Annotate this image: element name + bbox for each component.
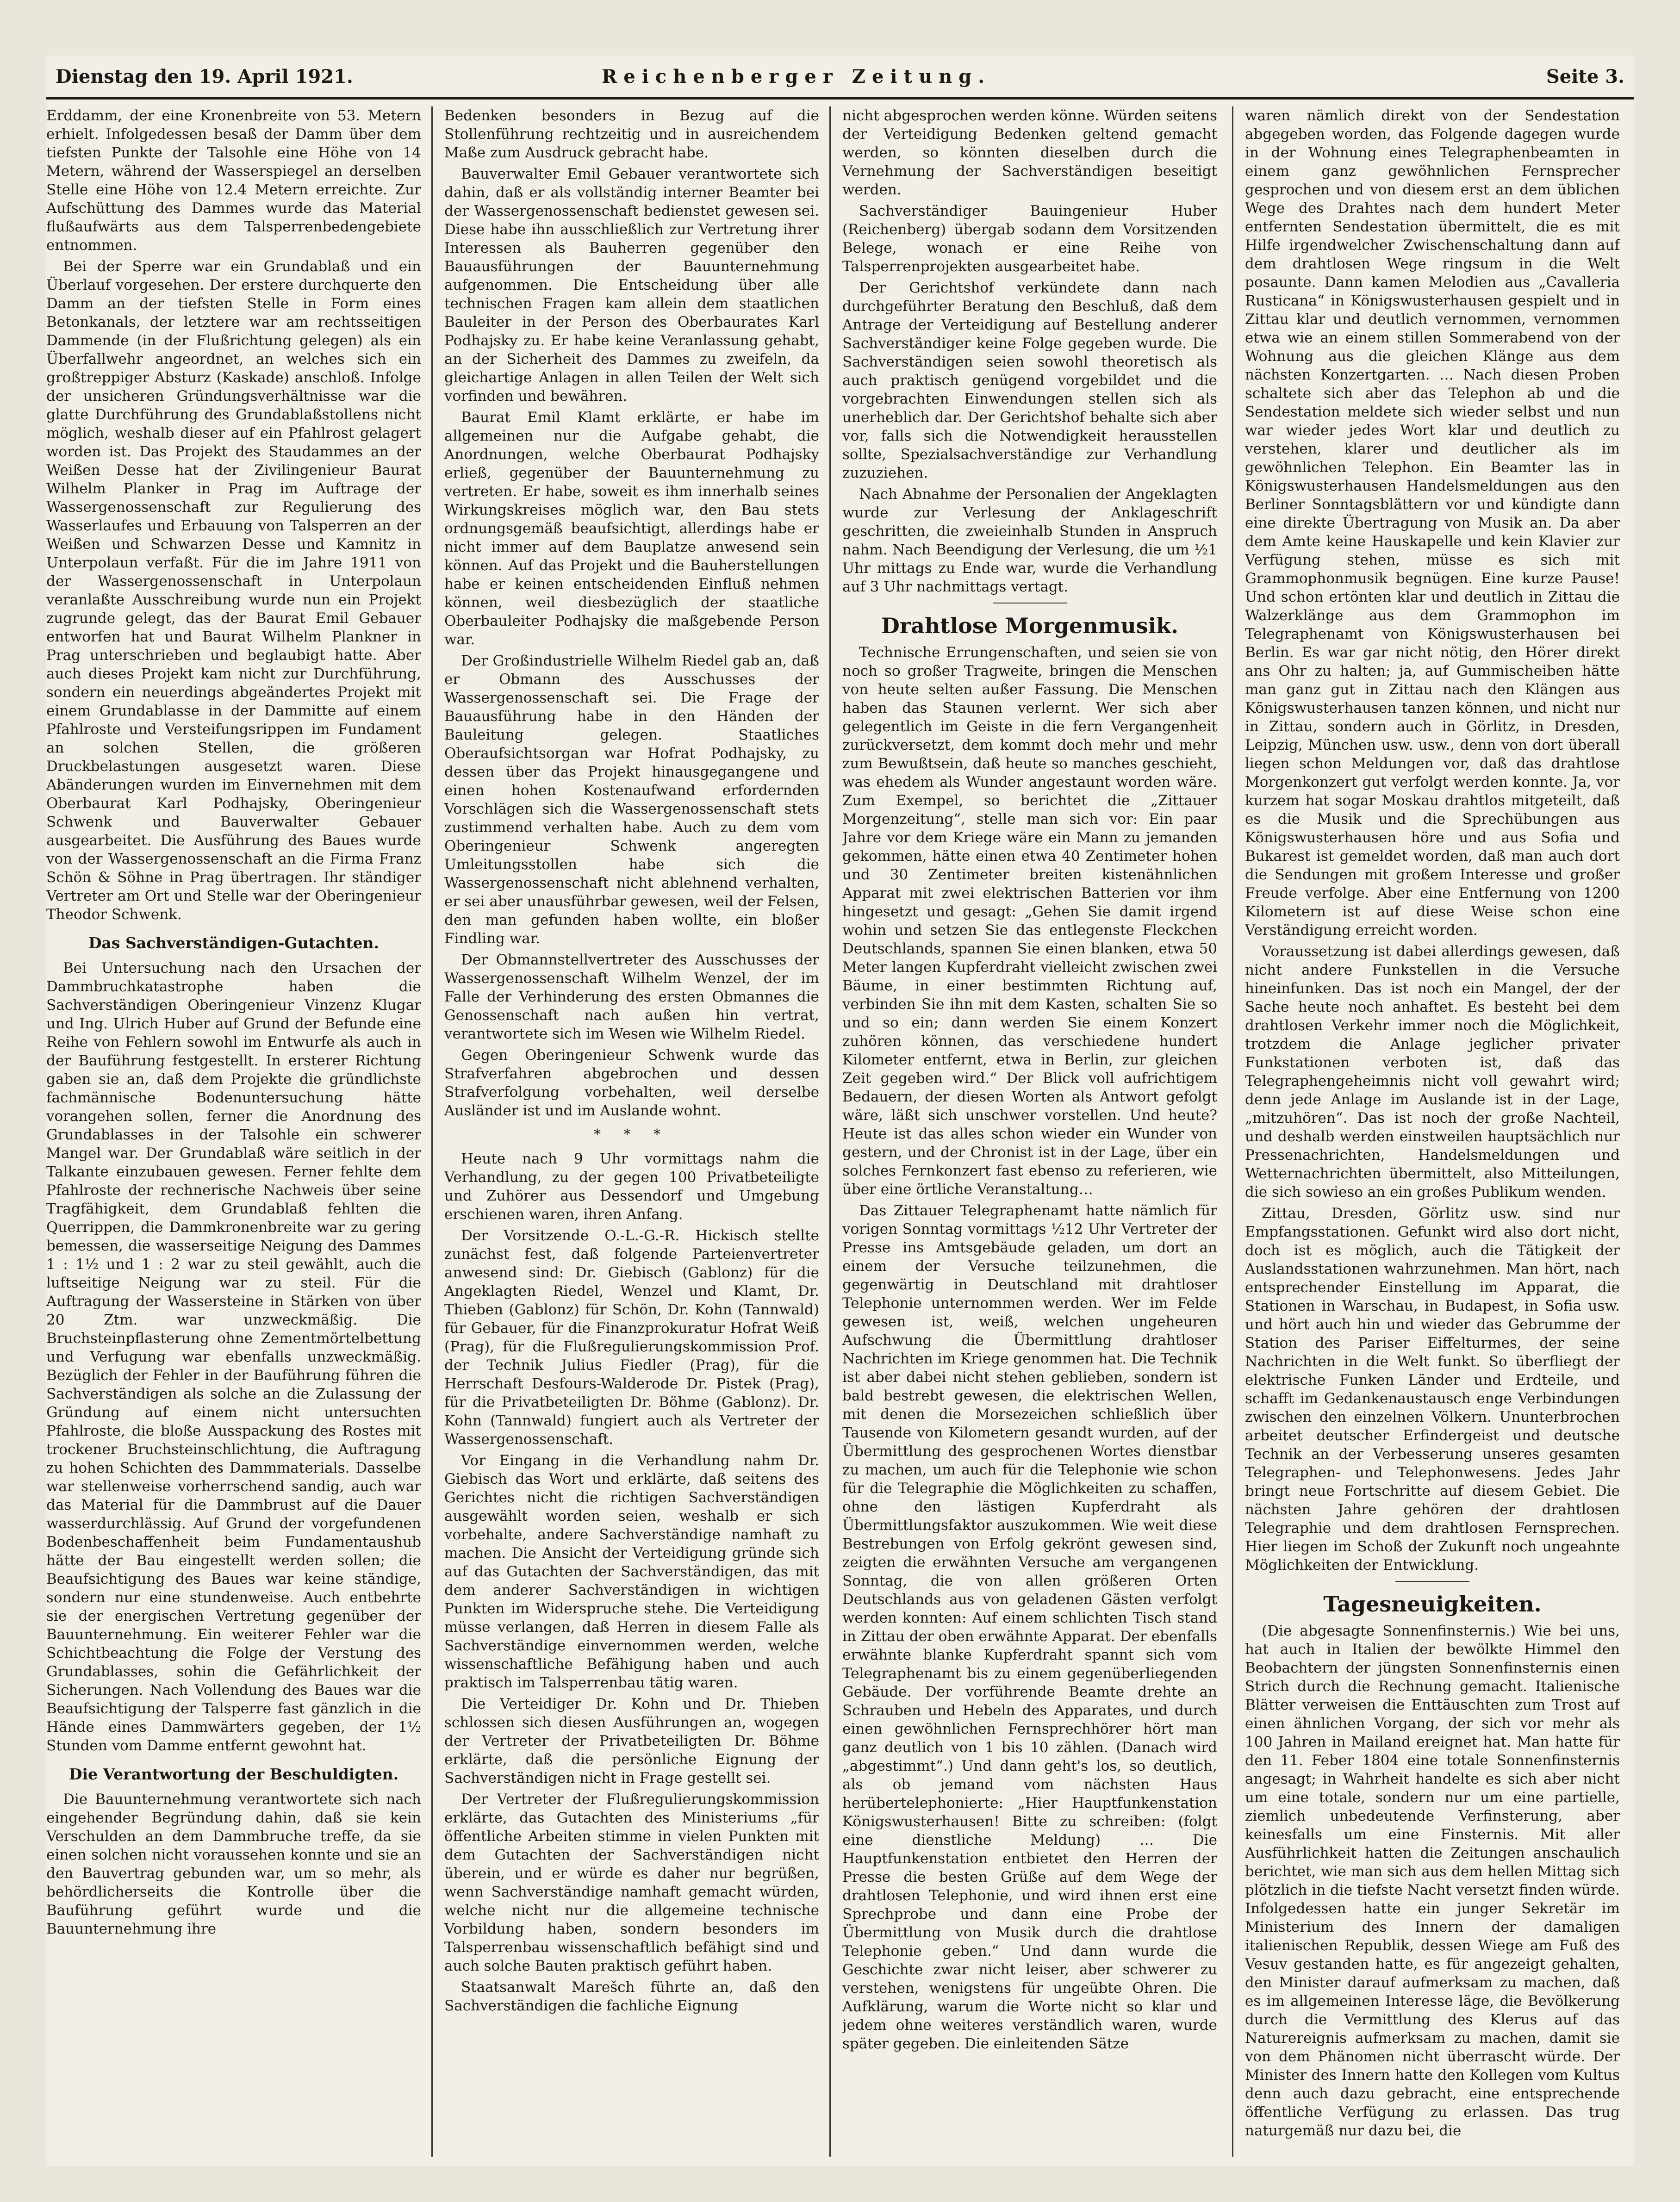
paragraph: Das Zittauer Telegraphenamt hatte nämlich für vorigen Sonntag vormittags ½12 Uhr Vertreter der Presse ins Amtsgebäude geladen, um dort an einem der Versuche teilzunehmen, die gegenwärtig in Deutschland mit drahtloser Telephonie unternommen werden. Wer im Felde gewesen ist, weiß, welchen ungeheuren Aufschwung die Übermittlung drahtloser Nachrichten im Kriege genommen hat. Die Technik ist aber dabei nicht stehen geblieben, sondern ist bald bestrebt gewesen, die elektrischen Wellen, mit denen die Morsezeichen schließlich über Tausende von Kilometern gesandt wurden, auf der Übermittlung des gesprochenen Wortes dienstbar zu machen, um auch für die Telephonie wie schon für die Telegraphie die Möglichkeiten zu schaffen, ohne den lästigen Kupferdraht als Übermittlungsfaktor auszukommen. Wie weit diese Bestrebungen von Erfolg gekrönt gewesen sind, zeigten die erwähnten Versuche am vergangenen Sonntag, die von allen größeren Orten Deutschlands aus von geladenen Gästen verfolgt werden konnten: Auf einem schlichten Tisch stand in Zittau der oben erwähnte Apparat. Der ebenfalls erwähnte blanke Kupferdraht spannt sich vom Telegraphenamt bis zu einem gegenüberliegenden Gebäude. Der vorführende Beamte drehte an Schrauben und Hebeln des Apparates, und durch einen gewöhnlichen Fernsprechhörer hört man ganz deutlich von 1 bis 10 zählen. (Danach wird „abgestimmt“.) Und dann geht's los, so deutlich, als ob jemand vom nächsten Haus herübertelephonierte: „Hier Hauptfunkenstation Königswusterhausen! Bitte zu schreiben: (folgt eine dienstliche Meldung) … Die Hauptfunkenstation entbietet den Herren der Presse die besten Grüße auf dem Wege der drahtlosen Telephonie, und wird ihnen erst eine Sprechprobe und dann eine Probe der Übermittlung von Musik durch die drahtlose Telephonie geben.“ Und dann wurde die Geschichte zwar nicht leiser, aber schwerer zu verstehen, wenigstens für ungeübte Ohren. Die Aufklärung, warum die Worte nicht so klar und jedem ohne weiteres verständlich waren, wurde später gegeben. Die einleitenden Sätze <box>842 1202 1217 2052</box>
paragraph: Der Vorsitzende O.-L.-G.-R. Hickisch stellte zunächst fest, daß folgende Parteienvertreter anwesend sind: Dr. Giebisch (Gablonz) für die Angeklagten Riedel, Wenzel und Klamt, Dr. Thieben (Gablonz) für Schön, Dr. Kohn (Tannwald) für Gebauer, für die Finanzprokuratur Hofrat Weiß (Prag), für die Flußregulierungskommission Prof. der Technik Julius Fiedler (Prag), für die Herrschaft Desfours-Walderode Dr. Pistek (Prag), für die Privatbeteiligten Dr. Böhme (Gablonz). Dr. Kohn (Tannwald) fungiert auch als Vertreter der Wassergenossenschaft. <box>444 1227 819 1448</box>
section-subheading: Die Verantwortung der Beschuldigten. <box>68 1765 399 1783</box>
divider-line <box>1395 1581 1469 1582</box>
paragraph: Nach Abnahme der Personalien der Angeklagten wurde zur Verlesung der Anklageschrift geschritten, die zweieinhalb Stunden in Anspruch nahm. Nach Beendigung der Verlesung, die um ½1 Uhr mittags zu Ende war, wurde die Verhandlung auf 3 Uhr nachmittags vertagt. <box>842 486 1217 595</box>
paragraph: Staatsanwalt Marešch führte an, daß den Sachverständigen die fachliche Eignung <box>444 1979 819 2014</box>
column-1 <box>46 106 421 2157</box>
header-date: Dienstag den 19. April 1921. <box>56 66 353 87</box>
column-divider <box>829 106 831 2157</box>
newspaper-page <box>46 56 1634 2166</box>
column-2 <box>444 106 819 2157</box>
paragraph: nicht abgesprochen werden könne. Würden seitens der Verteidigung Bedenken geltend gemacht werden, so könnten dieselben durch die Vernehmung der Sachverständigen beseitigt werden. <box>842 107 1217 198</box>
paragraph: Der Vertreter der Flußregulierungskommission erklärte, das Gutachten des Ministeriums „für öffentliche Arbeiten stimme in vielen Punkten mit dem Gutachten der Sachverständigen nicht überein, und er würde es daher nur begrüßen, wenn Sachverständige namhaft gemacht würden, welche nicht nur die allgemeine technische Vorbildung haben, sondern besonders im Talsperrenbau wissenschaftlich befähigt sind und auch solche Bauten praktisch geführt haben. <box>444 1791 819 1974</box>
paragraph: Heute nach 9 Uhr vormittags nahm die Verhandlung, zu der gegen 100 Privatbeteiligte und Zuhörer aus Dessendorf und Umgebung erschienen waren, ihren Anfang. <box>444 1151 819 1223</box>
page-header <box>46 56 1634 100</box>
paragraph: Technische Errungenschaften, und seien sie von noch so großer Tragweite, bringen die Menschen von heute selten außer Fassung. Die Menschen haben das Staunen verlernt. Wer sich aber gelegentlich im Geiste in die fern Vergangenheit zurückversetzt, dem kommt doch mehr und mehr zum Bewußtsein, daß heute so manches geschieht, was ehedem als Wunder angestaunt worden wäre. Zum Exempel, so berichtet die „Zittauer Morgenzeitung“, stelle man sich vor: Ein paar Jahre vor dem Kriege wäre ein Mann zu jemanden gekommen, hätte einen etwa 40 Zentimeter hohen und 30 Zentimeter breiten kistenähnlichen Apparat mit zwei elektrischen Batterien vor ihm hingesetzt und gesagt: „Gehen Sie damit irgend wohin und setzen Sie das entlegenste Fleckchen Deutschlands, spannen Sie einen blanken, etwa 50 Meter langen Kupferdraht vielleicht zwischen zwei Bäume, in einer bestimmten Richtung auf, verbinden Sie ihn mit dem Kasten, schalten Sie so und so ein; dann werden Sie einem Konzert zuhören können, das verschiedene hundert Kilometer entfernt, etwa in Berlin, zur gleichen Zeit gegeben wird.“ Der Blick voll aufrichtigem Bedauern, der diesen Worten als Antwort gefolgt wäre, läßt sich unschwer vorstellen. Und heute? Heute ist das alles schon wieder ein Wunder von gestern, und der Chronist ist in der Lage, über ein solches Fernkonzert fast ebenso zu referieren, wie über eine örtliche Veranstaltung… <box>842 644 1217 1198</box>
paragraph: Gegen Oberingenieur Schwenk wurde das Strafverfahren abgebrochen und dessen Strafverfolgung vorbehalten, weil derselbe Ausländer ist und im Auslande wohnt. <box>444 1047 819 1119</box>
paragraph: (Die abgesagte Sonnenfinsternis.) Wie bei uns, hat auch in Italien der bewölkte Himmel den Beobachtern der jüngsten Sonnenfinsternis einen Strich durch die Rechnung gemacht. Italienische Blätter verweisen die Enttäuschten zum Trost auf einen ähnlichen Vorgang, der sich vor mehr als 100 Jahren in Mailand ereignet hat. Man hatte für den 11. Feber 1804 eine totale Sonnenfinsternis angesagt; in Wahrheit handelte es sich aber nicht um eine totale, sondern nur um eine partielle, ziemlich unbedeutende Verfinsterung, aber keinesfalls um eine Finsternis. Mit aller Ausführlichkeit hatten die Zeitungen anschaulich berichtet, wie man sich aus dem hellen Mittag sich plötzlich in die tiefste Nacht versetzt finden würde. Infolgedessen hatte ein junger Sekretär im Ministerium des Innern der damaligen italienischen Republik, dessen Wiege am Fuß des Vesuv gestanden hatte, es für angezeigt gehalten, den Minister darauf aufmerksam zu machen, daß es im allgemeinen Interesse läge, die Bevölkerung durch die Vermittlung des Klerus auf das Naturereignis aufmerksam zu machen, damit sie von dem Phänomen nicht überrascht würde. Der Minister des Innern hatte den Kollegen vom Kultus denn auch dazu gebracht, eine entsprechende öffentliche Verfügung zu erlassen. Das trug naturgemäß nur dazu bei, die <box>1245 1623 1620 2139</box>
column-3 <box>842 106 1217 2157</box>
section-headline: Tagesneuigkeiten. <box>1323 1592 1542 1617</box>
paragraph: Baurat Emil Klamt erklärte, er habe im allgemeinen nur die Aufgabe gehabt, die Anordnungen, welche Oberbaurat Podhajsky erließ, gegenüber der Bauunternehmung zu vertreten. Er habe, soweit es ihm innerhalb seines Wirkungskreises möglich war, den Bau stets ordnungsgemäß beaufsichtigt, allerdings habe er nicht immer auf dem Bauplatze anwesend sein können. Auf das Projekt und die Bauherstellungen habe er keinen entscheidenden Einfluß nehmen können, weil diesbezüglich der staatliche Oberbauleiter Podhajsky die maßgebende Person war. <box>444 409 819 648</box>
paragraph: Der Obmannstellvertreter des Ausschusses der Wassergenossenschaft Wilhelm Wenzel, der im Falle der Verhinderung des ersten Obmannes die Genossenschaft nach außen hin vertrat, verantwortete sich im Wesen wie Wilhelm Riedel. <box>444 952 819 1042</box>
paragraph: Bedenken besonders in Bezug auf die Stollenführung rechtzeitig und in ausreichendem Maße zum Ausdruck gebracht habe. <box>444 107 819 161</box>
paragraph: Sachverständiger Bauingenieur Huber (Reichenberg) übergab sodann dem Vorsitzenden Belege, wonach er eine Reihe von Talsperrenprojekten ausgearbeitet habe. <box>842 203 1217 275</box>
paragraph: Bei Untersuchung nach den Ursachen der Dammbruchkatastrophe haben die Sachverständigen Oberingenieur Vinzenz Klugar und Ing. Ulrich Huber auf Grund der Befunde eine Reihe von Fehlern sowohl im Entwurfe als auch in der Bauführung festgestellt. In ersterer Richtung gaben sie an, daß dem Projekte die gründlichste fachmännische Bodenuntersuchung hätte vorangehen sollen, ferner die Anordnung des Grundablasses in der Talsohle ein schwerer Mangel war. Der Grundablaß wäre seitlich in der Talkante einzubauen gewesen. Ferner fehlte dem Pfahlroste der rechnerische Nachweis über seine Tragfähigkeit, dem Grundablaß fehlten die Querrippen, die Dammkronenbreite war zu gering bemessen, die wasserseitige Neigung des Dammes 1 : 1½ und 1 : 2 war zu steil gewählt, auch die luftseitige Neigung war zu steil. Für die Auftragung der Wassersteine in Stärken von über 20 Ztm. war unzweckmäßig. Die Bruchsteinpflasterung ohne Zementmörtelbettung und Verfugung war ebenfalls unzweckmäßig. Bezüglich der Fehler in der Bauführung führen die Sachverständigen als solche an die Zulassung der Gründung auf einem nicht untersuchten Pfahlroste, die bloße Ausspackung des Rostes mit trockener Bruchsteinschlichtung, die Auftragung zu hohen Schichten des Dammmaterials. Dasselbe war stellenweise vorherrschend sandig, auch war das Material für die Dammbrust auf die Dauer wasserdurchlässig. Auf Grund der vorgefundenen Bodenbeschaffenheit beim Fundamentaushub hätte der Bau eingestellt werden sollen; die Beaufsichtigung des Baues war keine ständige, sondern nur eine stundenweise. Auch entbehrte sie der energischen Vertretung gegenüber der Bauunternehmung. Ein weiterer Fehler war die Schichtbeachtung die Folge der Verstung des Grundablasses, sohin die Gefährlichkeit der Sicherungen. Nach Vollendung des Baues war die Beaufsichtigung der Talsperre fast gänzlich in die Hände eines Dammwärters gegeben, der 1½ Stunden vom Damme entfernt gewohnt hat. <box>46 960 421 1754</box>
paragraph: Die Bauunternehmung verantwortete sich nach eingehender Begründung dahin, daß sie kein Verschulden an dem Dammbruche treffe, da sie einen solchen nicht voraussehen konnte und sie an den Bauvertrag gebunden war, um so mehr, als behördlicherseits die Kontrolle über die Bauführung geführt wurde und die Bauunternehmung ihre <box>46 1791 421 1937</box>
paragraph: Voraussetzung ist dabei allerdings gewesen, daß nicht andere Funkstellen in die Versuche hineinfunken. Das ist noch ein Mangel, der der Sache heute noch anhaftet. Es besteht bei dem drahtlosen Verkehr immer noch die Möglichkeit, trotzdem die Anlage jeglicher privater Funkstationen verboten ist, daß das Telegraphengeheimnis nicht voll gewahrt wird; denn jede Anlage im Auslande ist in der Lage, „mitzuhören“. Das ist noch der große Nachteil, und deshalb werden einstweilen hauptsächlich nur Pressenachrichten, Handelsmeldungen und Wetternachrichten übermittelt, also Mitteilungen, die sich sowieso an ein großes Publikum wenden. <box>1245 943 1620 1201</box>
paragraph: Der Gerichtshof verkündete dann nach durchgeführter Beratung den Beschluß, daß dem Antrage der Verteidigung auf Bestellung anderer Sachverständiger keine Folge gegeben wurde. Die Sachverständigen seien sowohl theoretisch als auch praktisch genügend vorgebildet und die vorgebrachten Einwendungen stellen sich als unerheblich dar. Der Gerichtshof behalte sich aber vor, falls sich die Notwendigkeit herausstellen sollte, Spezialsachverständige zur Verhandlung zuzuziehen. <box>842 280 1217 481</box>
paragraph: Die Verteidiger Dr. Kohn und Dr. Thieben schlossen sich diesen Ausführungen an, wogegen der Vertreter der Privatbeteiligten Dr. Böhme erklärte, daß die persönliche Eignung der Sachverständigen nicht in Frage gestellt sei. <box>444 1696 819 1786</box>
column-4 <box>1245 106 1620 2157</box>
paragraph: Der Großindustrielle Wilhelm Riedel gab an, daß er Obmann des Ausschusses der Wassergenossenschaft sei. Die Frage der Bauausführung habe in den Händen der Bauleitung gelegen. Staatliches Oberaufsichtsorgan war Hofrat Podhajsky, zu dessen über das Projekt hinausgegangene und einen hohen Kostenaufwand erfordernden Vorschlägen sich die Wassergenossenschaft stets zustimmend verhalten habe. Auch zu dem vom Oberingenieur Schwenk angeregten Umleitungsstollen habe sich die Wassergenossenschaft nicht ablehnend verhalten, er sei aber unausführbar gewesen, weil der Felsen, den man gefunden haben wollte, ein bloßer Findling war. <box>444 653 819 947</box>
section-separator-stars: * * * <box>593 1126 670 1143</box>
column-divider <box>431 106 433 2157</box>
paragraph: Bei der Sperre war ein Grundablaß und ein Überlauf vorgesehen. Der erstere durchquerte den Damm an der tiefsten Stelle in Form eines Betonkanals, der letztere war am rechtsseitigen Dammende (in der Flußrichtung gelegen) als ein Überfallwehr angeordnet, an welches sich ein großtreppiger Absturz (Kaskade) anschloß. Infolge der unsicheren Gründungsverhältnisse war die glatte Durchführung des Grundablaßstollens nicht möglich, weshalb dieser auf ein Pfahlrost gelagert worden ist. Das Projekt des Staudammes an der Weißen Desse hat der Zivilingenieur Baurat Wilhelm Planker in Prag im Auftrage der Wassergenossenschaft zur Regulierung des Wasserlaufes und Erbauung von Talsperren an der Weißen und Schwarzen Desse und Kamnitz in Unterpolaun verfaßt. Für die im Jahre 1911 von der Wassergenossenschaft in Unterpolaun veranlaßte Ausschreibung wurde nun ein Projekt zugrunde gelegt, das der Baurat Emil Gebauer entworfen hat und Baurat Wilhelm Plankner in Prag unterschrieben und beglaubigt hatte. Aber auch dieses Projekt kam nicht zur Durchführung, sondern ein neuerdings abgeändertes Projekt mit einem Grundablasse in der Dammitte auf einem Pfahlroste und Versteifungsrippen im Fundament an solchen Stellen, die größeren Druckbelastungen ausgesetzt waren. Diese Abänderungen wurden im Einvernehmen mit dem Oberbaurat Karl Podhajsky, Oberingenieur Schwenk und Bauverwalter Gebauer ausgearbeitet. Die Ausführung des Baues wurde von der Wassergenossenschaft an die Firma Franz Schön & Söhne in Prag übertragen. Ihr ständiger Vertreter am Ort und Stelle war der Oberingenieur Theodor Schwenk. <box>46 258 421 923</box>
column-divider <box>1232 106 1233 2157</box>
paragraph: Bauverwalter Emil Gebauer verantwortete sich dahin, daß er als vollständig interner Beamter bei der Wassergenossenschaft bedienstet gewesen sei. Diese habe ihn ausschließlich zur Vertretung ihrer Interessen als Bauherren gegenüber den Bauausführungen der Bauunternehmung aufgenommen. Die Entscheidung über alle technischen Fragen kam allein dem staatlichen Bauleiter in der Person des Oberbaurates Karl Podhajsky zu. Er habe keine Veranlassung gehabt, an der Sicherheit des Dammes zu zweifeln, da gleichartige Anlagen in allen Teilen der Welt sich vorfinden und bewähren. <box>444 166 819 404</box>
paragraph: waren nämlich direkt von der Sendestation abgegeben worden, das Folgende dagegen wurde in der Wohnung eines Telegraphenbeamten in einem ganz gewöhnlichen Fernsprecher gesprochen und von diesem erst an dem üblichen Wege des Drahtes nach dem hundert Meter entfernten Sendestation übermittelt, die es mit Hilfe irgendwelcher Zwischenschaltung dann auf dem drahtlosen Wege ringsum in die Welt posaunte. Dann kamen Melodien aus „Cavalleria Rusticana“ in Königswusterhausen gespielt und in Zittau klar und deutlich vernommen, vernommen etwa wie an einem stillen Sommerabend von der Wohnung aus die gleichen Klänge aus dem nächsten Konzertgarten. … Nach diesen Proben schaltete sich aber das Telephon ab und die Sendestation meldete sich wieder selbst und nun war wieder jedes Wort klar und deutlich zu verstehen, klarer und deutlicher als im gewöhnlichen Telephon. Ein Beamter las in Königswusterhausen Handelsmeldungen aus den Berliner Sonntagsblättern vor und kündigte dann eine direkte Übertragung von Musik an. Da aber dem Amte keine Hauskapelle und kein Klavier zur Verfügung stehen, müsse es sich mit Grammophonmusik begnügen. Eine kurze Pause! Und schon ertönten klar und deutlich in Zittau die Walzerklänge aus dem Grammophon im Telegraphenamt von Königswusterhausen bei Berlin. Es war gar nicht nötig, den Hörer direkt ans Ohr zu halten; ja, auf Gummischeiben hätte man ganz gut in Zittau nach den Klängen aus Königswusterhausen tanzen können, und nicht nur in Zittau, sondern auch in Görlitz, in Dresden, Leipzig, München usw. usw., denn von dort überall liegen schon Meldungen vor, daß das drahtlose Morgenkonzert gut verfolgt werden konnte. Ja, vor kurzem hat sogar Moskau drahtlos mitgeteilt, daß es die Musik und die Sprechübungen aus Königswusterhausen höre und aus Sofia und Bukarest ist gemeldet worden, daß man auch dort die Sendungen mit großem Interesse und großer Freude verfolge. Aber eine Entfernung von 1200 Kilometern ist auf diese Weise schon eine Verständigung erreicht worden. <box>1245 107 1620 939</box>
header-newspaper-title: Reichenberger Zeitung. <box>602 66 991 87</box>
section-subheading: Das Sachverständigen-Gutachten. <box>88 934 380 952</box>
article-headline: Drahtlose Morgenmusik. <box>881 613 1179 638</box>
paragraph: Zittau, Dresden, Görlitz usw. sind nur Empfangsstationen. Gefunkt wird also dort nicht, doch ist es möglich, auch die Tätigkeit der Auslandsstationen wahrzunehmen. Man hört, nach entsprechender Einstellung im Apparat, die Stationen in Warschau, in Budapest, in Sofia usw. und hört auch hin und wieder das Gebrumme der Station des Pariser Eiffelturmes, der seine Nachrichten in die Welt funkt. So überfliegt der elektrische Funken Länder und Erdteile, und schafft im Gedankenaustausch enge Verbindungen zwischen den einzelnen Völkern. Ununterbrochen arbeitet deutscher Erfindergeist und deutsche Technik an der Verbesserung unseres gesamten Telegraphen- und Telephonwesens. Jedes Jahr bringt neue Fortschritte auf diesem Gebiet. Die nächsten Jahre gehören der drahtlosen Telegraphie und dem drahtlosen Fernsprechen. Hier liegen im Schoß der Zukunft noch ungeahnte Möglichkeiten der Entwicklung. <box>1245 1205 1620 1574</box>
paragraph: Vor Eingang in die Verhandlung nahm Dr. Giebisch das Wort und erklärte, daß seitens des Gerichtes nicht die richtigen Sachverständigen ausgewählt worden seien, weshalb er sich vorbehalte, andere Sachverständige namhaft zu machen. Die Ansicht der Verteidigung gründe sich auf das Gutachten der Sachverständigen, das mit dem anderer Sachverständigen in wichtigen Punkten im Widerspruche stehe. Die Verteidigung müsse verlangen, daß Herren in diesem Falle als Sachverständige einvernommen werden, welche wissenschaftliche Befähigung haben und auch praktisch im Talsperrenbau tätig waren. <box>444 1452 819 1691</box>
paragraph: Erddamm, der eine Kronenbreite von 53. Metern erhielt. Infolgedessen besaß der Damm über dem tiefsten Punkte der Talsohle eine Höhe von 14 Metern, während der Wasserspiegel an derselben Stelle eine Höhe von 12.4 Metern erreichte. Zur Aufschüttung des Dammes wurde das Material flußaufwärts aus dem Talsperrenbedengebiete entnommen. <box>46 107 421 254</box>
header-page-number: Seite 3. <box>1546 66 1624 87</box>
